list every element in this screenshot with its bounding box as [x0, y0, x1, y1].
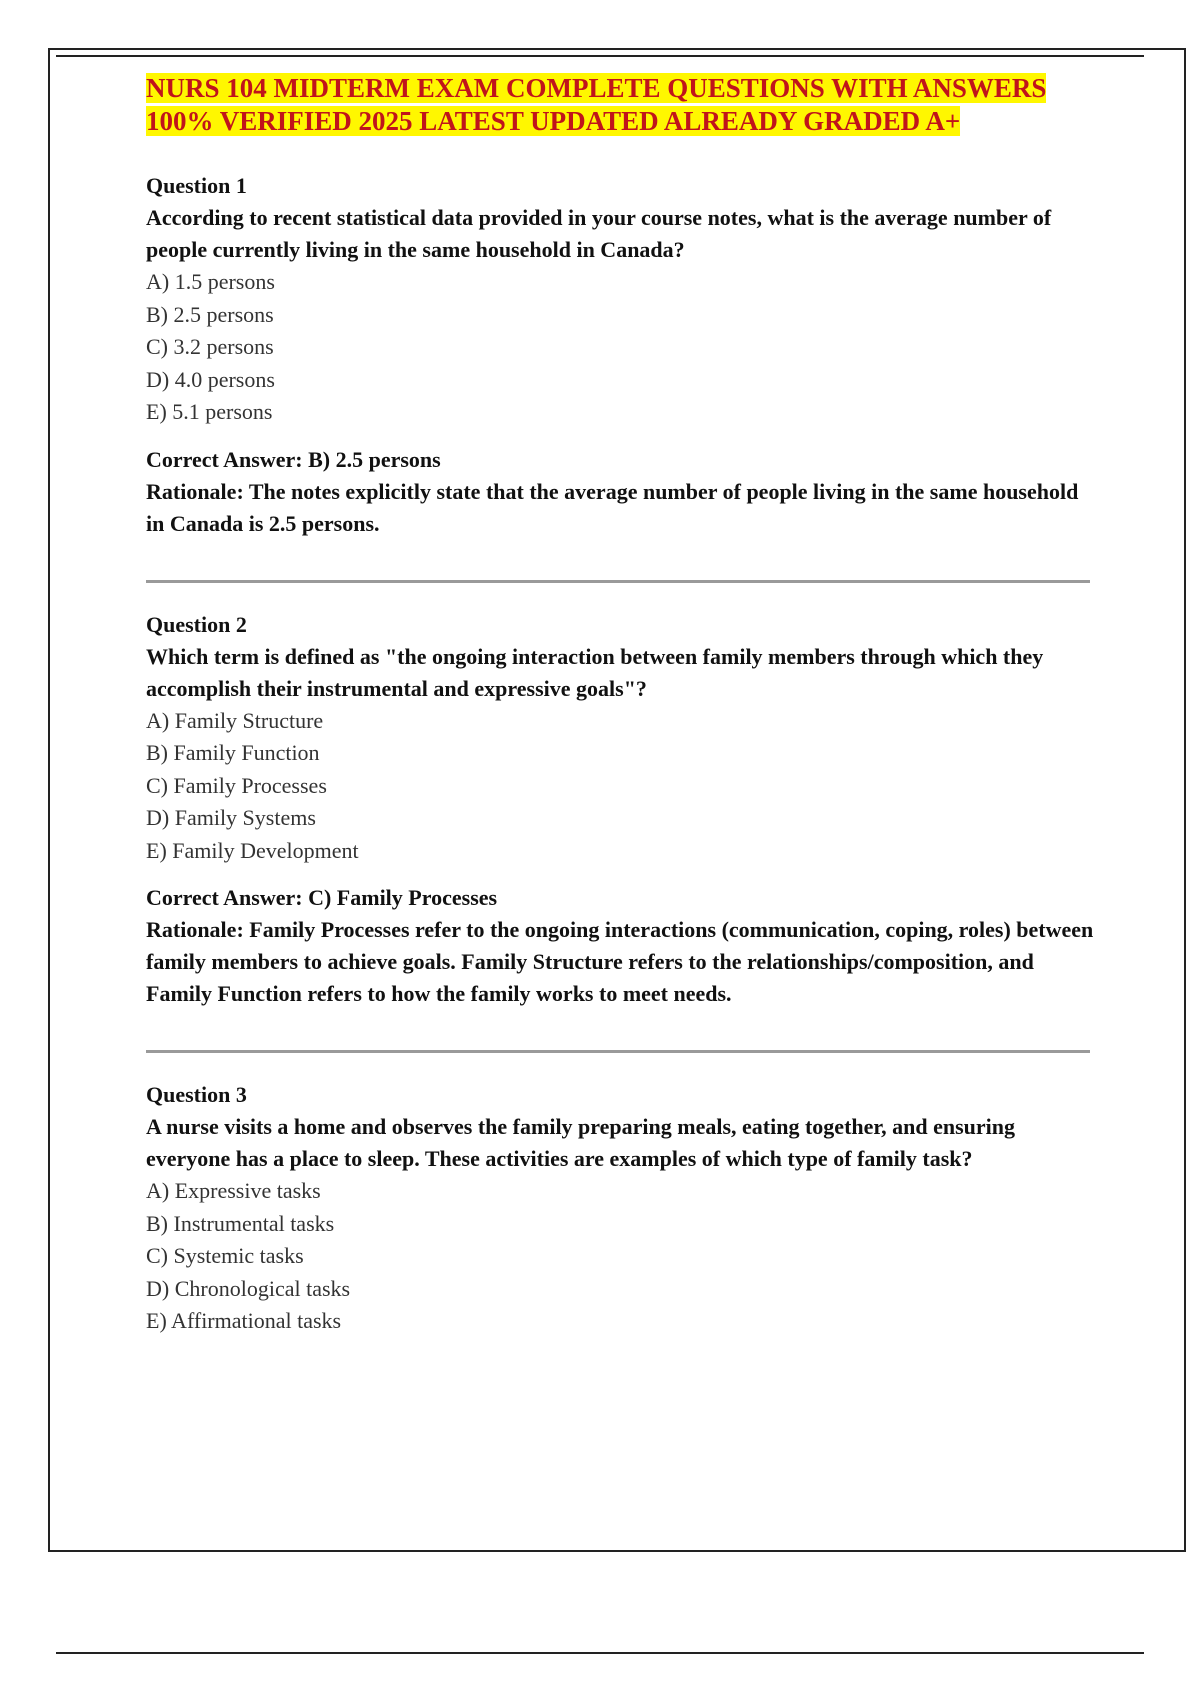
- question-text: According to recent statistical data provided in your course notes, what is the average number of people currently living in the same household in Canada?: [146, 205, 1052, 262]
- question-1: [146, 170, 1096, 540]
- option-c: C) 3.2 persons: [146, 334, 274, 359]
- option-b: B) 2.5 persons: [146, 301, 274, 327]
- option-a: A) 1.5 persons: [146, 269, 275, 294]
- rationale: Rationale: The notes explicitly state that the average number of people living in the same household in Canada is 2.5 persons.: [146, 478, 1079, 536]
- answer-options: [146, 1175, 1096, 1338]
- question-2: [146, 609, 1096, 1011]
- top-rule: [56, 55, 1144, 57]
- correct-answer: Correct Answer: B) 2.5 persons: [146, 446, 441, 472]
- document-title: [146, 72, 1096, 138]
- option-a: A) Expressive tasks: [146, 1178, 321, 1203]
- title-line-2: 100% VERIFIED 2025 LATEST UPDATED ALREADY GRADED A+: [146, 106, 961, 136]
- section-divider: [146, 1050, 1090, 1053]
- question-heading: Question 2: [146, 611, 247, 637]
- option-b: B) Family Function: [146, 740, 320, 765]
- option-e: E) Family Development: [146, 837, 359, 863]
- option-c: C) Family Processes: [146, 772, 327, 798]
- title-line-1: NURS 104 MIDTERM EXAM COMPLETE QUESTIONS WITH ANSWERS: [146, 73, 1047, 103]
- question-text: A nurse visits a home and observes the family preparing meals, eating together, and ensuring everyone has a place to sleep. These activities are examples of which type of family task?: [146, 1114, 1016, 1171]
- option-d: D) Chronological tasks: [146, 1275, 351, 1301]
- answer-options: [146, 705, 1096, 868]
- rationale: Rationale: Family Processes refer to the ongoing interactions (communication, coping, roles) between family members to achieve goals. Family Structure refers to the relationships/composition, and Family Function refers to how the family works to meet needs.: [146, 917, 1094, 1006]
- option-e: E) Affirmational tasks: [146, 1308, 342, 1333]
- option-a: A) Family Structure: [146, 707, 324, 733]
- option-c: C) Systemic tasks: [146, 1243, 304, 1268]
- option-d: D) 4.0 persons: [146, 366, 275, 392]
- bottom-rule: [56, 1652, 1144, 1654]
- question-heading: Question 1: [146, 173, 247, 198]
- question-heading: Question 3: [146, 1082, 247, 1107]
- option-e: E) 5.1 persons: [146, 399, 273, 424]
- option-b: B) Instrumental tasks: [146, 1210, 335, 1236]
- question-3: [146, 1079, 1096, 1338]
- document-content: [146, 72, 1096, 1338]
- option-d: D) Family Systems: [146, 805, 316, 830]
- answer-options: [146, 266, 1096, 429]
- correct-answer: Correct Answer: C) Family Processes: [146, 885, 498, 910]
- question-text: Which term is defined as "the ongoing interaction between family members through which they accomplish their instrumental and expressive goals"?: [146, 643, 1044, 701]
- section-divider: [146, 580, 1090, 583]
